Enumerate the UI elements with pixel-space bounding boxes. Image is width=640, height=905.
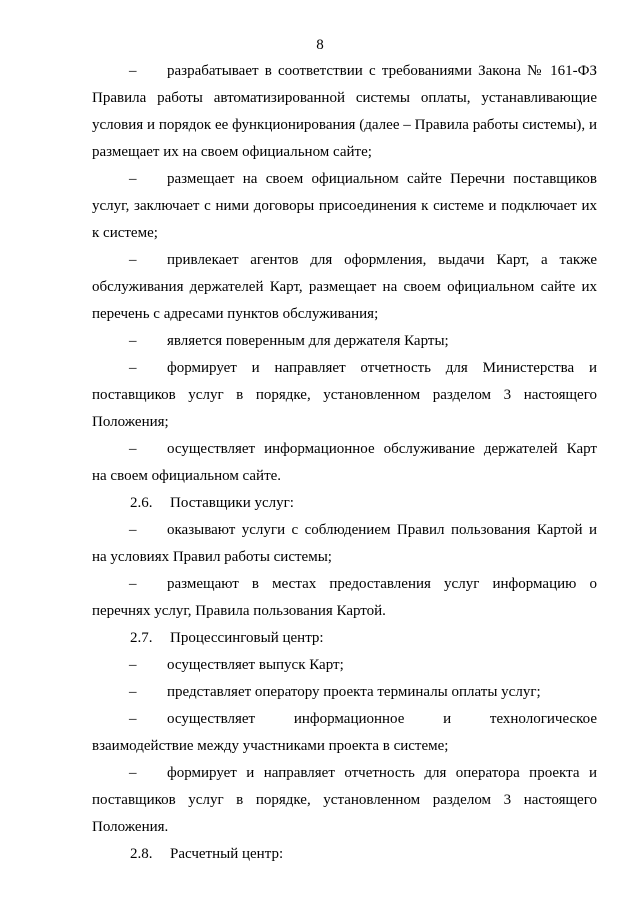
section-heading [92, 841, 597, 868]
dash-marker: – [129, 522, 137, 538]
dash-marker: – [129, 333, 137, 349]
dash-marker: – [129, 63, 137, 79]
dash-marker: – [129, 711, 137, 727]
list-item-text: осуществляет выпуск Карт; [167, 657, 344, 673]
dash-marker: – [129, 360, 137, 376]
list-item [92, 706, 597, 760]
list-item-text: оказывают услуги с соблюдением Правил пользования Картой и [167, 522, 597, 538]
list-item-continuation: на условиях Правил работы системы; [92, 549, 332, 565]
list-item [92, 247, 597, 328]
section-number: 2.6. [130, 495, 153, 511]
list-item [92, 58, 597, 166]
dash-marker: – [129, 657, 137, 673]
list-item-continuation: поставщиков услуг в порядке, установленном разделом 3 настоящего Положения. [92, 792, 597, 835]
list-item [92, 760, 597, 841]
list-item-text: разрабатывает в соответствии с требованиями Закона № 161-ФЗ [167, 63, 597, 79]
dash-marker: – [129, 576, 137, 592]
list-item-text: является поверенным для держателя Карты; [167, 333, 449, 349]
list-item-continuation: взаимодействие между участниками проекта в системе; [92, 738, 449, 754]
document-body [92, 58, 597, 868]
section-number: 2.8. [130, 846, 153, 862]
section-title: Процессинговый центр: [170, 630, 324, 646]
section-heading [92, 625, 597, 652]
list-item [92, 436, 597, 490]
list-item-continuation: Правила работы автоматизированной системы оплаты, устанавливающие условия и порядок ее функционирования (далее – Правила работы системы), и размещает их на своем официальном сайте; [92, 90, 597, 160]
dash-marker: – [129, 765, 137, 781]
list-item-continuation: на своем официальном сайте. [92, 468, 282, 484]
list-item [92, 166, 597, 247]
dash-marker: – [129, 441, 137, 457]
list-item-continuation: перечнях услуг, Правила пользования Картой. [92, 603, 386, 619]
list-item-text: размещает на своем официальном сайте Перечни поставщиков [167, 171, 597, 187]
list-item [92, 328, 597, 355]
section-heading [92, 490, 597, 517]
page-number: 8 [316, 37, 324, 53]
dash-marker: – [129, 684, 137, 700]
list-item-text: представляет оператору проекта терминалы оплаты услуг; [167, 684, 541, 700]
list-item [92, 679, 597, 706]
dash-marker: – [129, 171, 137, 187]
dash-marker: – [129, 252, 137, 268]
list-item-text: формирует и направляет отчетность для Министерства и [167, 360, 597, 376]
list-item [92, 355, 597, 436]
list-item-continuation: поставщиков услуг в порядке, установленном разделом 3 настоящего Положения; [92, 387, 597, 430]
list-item [92, 652, 597, 679]
list-item-continuation: услуг, заключает с ними договоры присоединения к системе и подключает их к системе; [92, 198, 597, 241]
list-item-text: размещают в местах предоставления услуг информацию о [167, 576, 597, 592]
list-item-text: привлекает агентов для оформления, выдачи Карт, а также [167, 252, 597, 268]
list-item-text: осуществляет информационное и технологическое [167, 711, 597, 727]
list-item [92, 517, 597, 571]
section-title: Расчетный центр: [170, 846, 284, 862]
list-item [92, 571, 597, 625]
section-title: Поставщики услуг: [170, 495, 294, 511]
list-item-text: формирует и направляет отчетность для оператора проекта и [167, 765, 597, 781]
list-item-continuation: обслуживания держателей Карт, размещает на своем официальном сайте их перечень с адресами пунктов обслуживания; [92, 279, 597, 322]
list-item-text: осуществляет информационное обслуживание держателей Карт [167, 441, 597, 457]
section-number: 2.7. [130, 630, 153, 646]
